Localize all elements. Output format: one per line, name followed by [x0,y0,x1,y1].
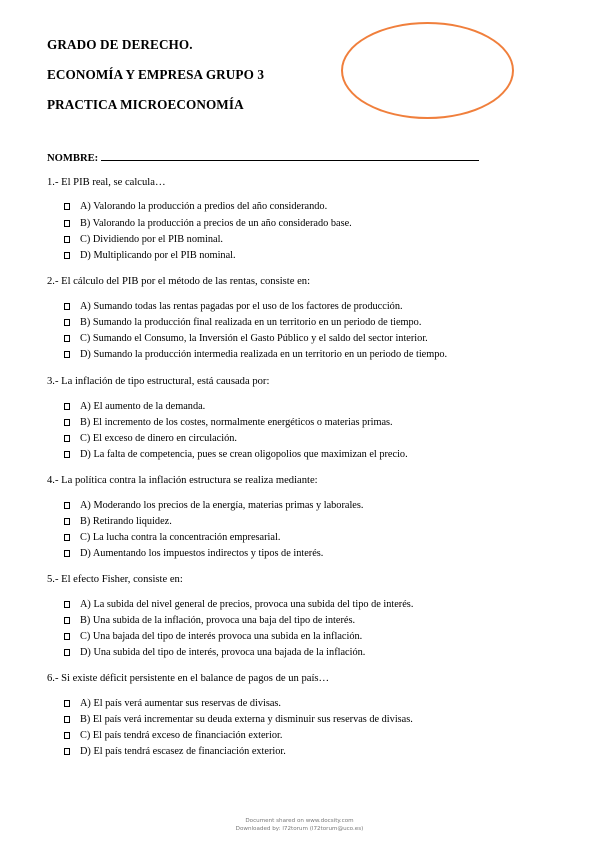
option-label: A) El aumento de la demanda. [80,401,206,412]
option-6a[interactable] [64,698,281,709]
option-label: B) Valorando la producción a precios de un año considerado base. [80,218,352,229]
option-label: C) Dividiendo por el PIB nominal. [80,234,223,245]
option-label: B) Retirando liquidez. [80,516,172,527]
option-6d[interactable] [64,746,286,757]
option-2d[interactable] [64,349,447,360]
option-6c[interactable] [64,730,282,741]
name-underline [101,150,479,161]
checkbox-icon[interactable] [64,303,70,310]
name-field [47,150,479,164]
option-3a[interactable] [64,401,205,412]
question-text: 1.- El PIB real, se calcula… [47,177,166,188]
checkbox-icon[interactable] [64,220,70,227]
option-4d[interactable] [64,548,323,559]
option-label: B) El incremento de los costes, normalmente energéticos o materias primas. [80,417,393,428]
checkbox-icon[interactable] [64,451,70,458]
option-4b[interactable] [64,516,172,527]
option-3c[interactable] [64,433,237,444]
subject-title: ECONOMÍA Y EMPRESA GRUPO 3 [47,67,265,82]
checkbox-icon[interactable] [64,633,70,640]
checkbox-icon[interactable] [64,700,70,707]
option-label: A) Moderando los precios de la energía, materias primas y laborales. [80,500,364,511]
checkbox-icon[interactable] [64,252,70,259]
question-text: 3.- La inflación de tipo estructural, está causada por: [47,376,270,387]
name-label: NOMBRE: [47,153,99,164]
option-label: C) Sumando el Consumo, la Inversión el Gasto Público y el saldo del sector interior. [80,333,428,344]
checkbox-icon[interactable] [64,617,70,624]
option-5c[interactable] [64,631,362,642]
option-label: B) El país verá incrementar su deuda externa y disminuir sus reservas de divisas. [80,714,413,725]
question-text: 2.- El cálculo del PIB por el método de las rentas, consiste en: [47,276,311,287]
option-5a[interactable] [64,599,413,610]
option-label: D) La falta de competencia, pues se crean oligopolios que maximizan el precio. [80,449,408,460]
option-label: B) Una subida de la inflación, provoca una baja del tipo de interés. [80,615,356,626]
option-1d[interactable] [64,250,236,261]
option-label: D) Sumando la producción intermedia realizada en un territorio en un periodo de tiempo. [80,349,448,360]
question-text: 4.- La política contra la inflación estructura se realiza mediante: [47,475,318,486]
footer-shared-note: Document shared on www.docsity.com [245,818,354,824]
checkbox-icon[interactable] [64,203,70,210]
option-2b[interactable] [64,317,421,328]
option-6b[interactable] [64,714,413,725]
checkbox-icon[interactable] [64,748,70,755]
checkbox-icon[interactable] [64,502,70,509]
checkbox-icon[interactable] [64,732,70,739]
option-4c[interactable] [64,532,280,543]
course-title: GRADO DE DERECHO. [47,37,193,52]
checkbox-icon[interactable] [64,319,70,326]
option-label: C) Una bajada del tipo de interés provoca una subida en la inflación. [80,631,363,642]
question-text: 6.- Si existe déficit persistente en el balance de pagos de un país… [47,673,330,684]
option-label: A) El país verá aumentar sus reservas de divisas. [80,698,282,709]
option-5d[interactable] [64,647,365,658]
checkbox-icon[interactable] [64,403,70,410]
option-label: C) El exceso de dinero en circulación. [80,433,237,444]
option-1a[interactable] [64,201,327,212]
option-label: D) El país tendrá escasez de financiación exterior. [80,746,286,757]
checkbox-icon[interactable] [64,601,70,608]
option-label: A) La subida del nivel general de precios, provoca una subida del tipo de interés. [80,599,414,610]
checkbox-icon[interactable] [64,335,70,342]
checkbox-icon[interactable] [64,236,70,243]
option-label: C) La lucha contra la concentración empresarial. [80,532,281,543]
checkbox-icon[interactable] [64,518,70,525]
option-1c[interactable] [64,234,223,245]
option-4a[interactable] [64,500,363,511]
question-text: 5.- El efecto Fisher, consiste en: [47,574,183,585]
practice-title: PRACTICA MICROECONOMÍA [47,97,244,112]
option-3b[interactable] [64,417,393,428]
option-label: B) Sumando la producción final realizada en un territorio en un periodo de tiempo. [80,317,422,328]
option-label: A) Sumando todas las rentas pagadas por el uso de los factores de producción. [80,301,403,312]
option-2c[interactable] [64,333,428,344]
checkbox-icon[interactable] [64,534,70,541]
option-2a[interactable] [64,301,403,312]
checkbox-icon[interactable] [64,550,70,557]
option-label: D) Aumentando los impuestos indirectos y tipos de interés. [80,548,324,559]
checkbox-icon[interactable] [64,435,70,442]
footer-downloaded-note: Downloaded by: l72torum (l72torum@uco.es) [235,826,364,832]
option-label: D) Multiplicando por el PIB nominal. [80,250,236,261]
checkbox-icon[interactable] [64,716,70,723]
option-3d[interactable] [64,449,408,460]
checkbox-icon[interactable] [64,649,70,656]
option-label: D) Una subida del tipo de interés, provoca una bajada de la inflación. [80,647,366,658]
option-1b[interactable] [64,218,352,229]
option-label: A) Valorando la producción a predios del año considerando. [80,201,328,212]
checkbox-icon[interactable] [64,419,70,426]
checkbox-icon[interactable] [64,351,70,358]
option-label: C) El país tendrá exceso de financiación exterior. [80,730,283,741]
orange-oval-annotation [341,22,514,119]
option-5b[interactable] [64,615,355,626]
